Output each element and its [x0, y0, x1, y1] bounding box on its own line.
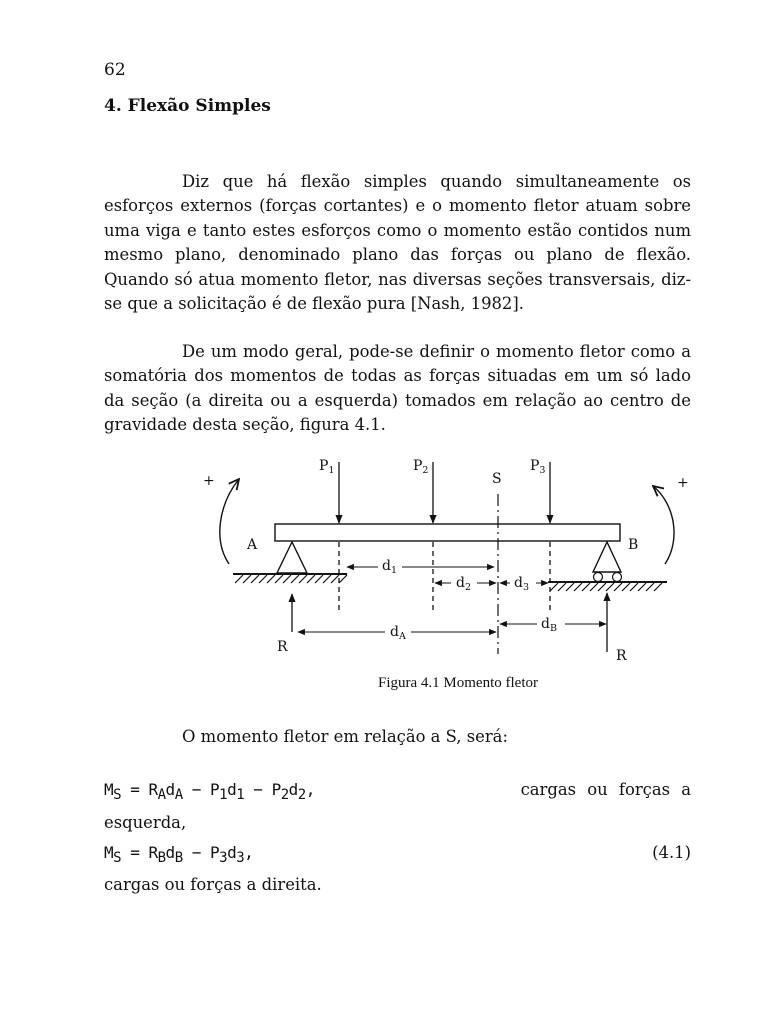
label-dB: $d_B$ — [541, 616, 557, 634]
beam — [275, 524, 620, 541]
equation-left-note: cargas ou forças a — [520, 780, 691, 799]
label-d1: $d_1$ — [382, 558, 398, 576]
label-d3: $d_3$ — [514, 575, 530, 593]
equation-ms-right: $M_S = R_Bd_B - P_3d_3$, — [104, 843, 254, 866]
label-P1: $P_1$ — [319, 458, 335, 476]
support-B — [548, 542, 667, 591]
equation-right — [104, 843, 691, 866]
equation-right-continuation: cargas ou forças a direita. — [104, 875, 322, 894]
label-P3: $P_3$ — [530, 458, 546, 476]
label-plus-left: + — [203, 473, 215, 489]
equation-number: (4.1) — [652, 843, 691, 862]
label-R-right: R — [616, 648, 627, 664]
label-R-left: R — [277, 639, 288, 655]
moment-arc-left — [220, 479, 239, 564]
figure-caption: Figura 4.1 Momento fletor — [378, 675, 538, 691]
label-A: A — [247, 537, 258, 553]
equation-ms-left: $M_S = R_Ad_A - P_1d_1 - P_2d_2$, — [104, 780, 315, 803]
paragraph-definition: Diz que há flexão simples quando simultaneamente os esforços externos (forças cortantes) e o momento fletor atuam sobre uma viga e tanto estes esforços como o momento estão contidos num mesmo plano, denominado plano das forças ou plano de flexão. Quando só atua momento fletor, nas diversas seções transversais, diz-se que a solicitação é de flexão pura [Nash, 1982]. — [104, 172, 691, 314]
section-title: 4. Flexão Simples — [104, 96, 271, 116]
label-dA: $d_A$ — [390, 624, 406, 642]
moment-arc-right — [653, 486, 674, 564]
label-plus-right: + — [677, 475, 689, 491]
equation-left — [104, 780, 691, 803]
page-number: 62 — [104, 60, 126, 80]
label-d2: $d_2$ — [456, 575, 472, 593]
label-P2: $P_2$ — [413, 458, 429, 476]
equation-left-continuation: esquerda, — [104, 813, 187, 832]
label-S: S — [492, 471, 502, 487]
paragraph-moment: De um modo geral, pode-se definir o momento fletor como a somatória dos momentos de todas as forças situadas em um só lado da seção (a direita ou a esquerda) tomados em relação ao centro de gravidade desta seção, figura 4.1. — [104, 342, 691, 435]
beam-diagram — [195, 452, 689, 664]
intro-line: O momento fletor em relação a S, será: — [182, 727, 508, 746]
label-B: B — [628, 537, 639, 553]
